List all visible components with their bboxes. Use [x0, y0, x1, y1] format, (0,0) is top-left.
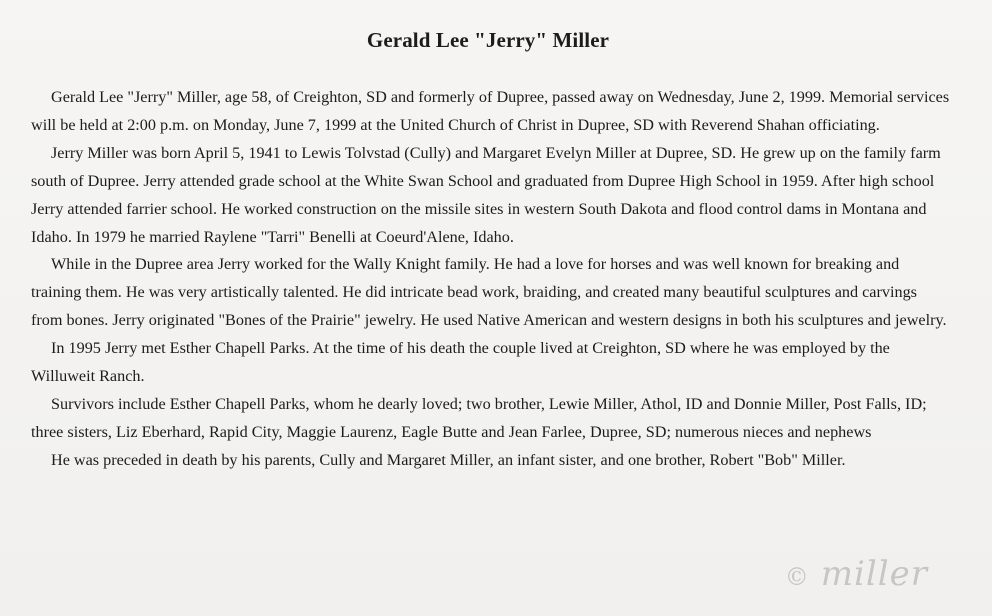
paragraph-preceded: He was preceded in death by his parents, Cully and Margaret Miller, an infant sister, and one brother, Robert "Bob" Miller.: [51, 450, 846, 469]
watermark-name: miller: [820, 554, 928, 594]
paragraph-survivors: Survivors include Esther Chapell Parks, whom he dearly loved; two brother, Lewie Miller, Athol, ID and Donnie Miller, Post Falls, ID; three sisters, Liz Eberhard, Rapid City, Maggie Laurenz, Eagle Butte and Jean Farlee, Dupree, SD; numerous nieces and nephews: [31, 394, 927, 441]
paragraph-announcement: Gerald Lee "Jerry" Miller, age 58, of Creighton, SD and formerly of Dupree, passed away on Wednesday, June 2, 1999. Memorial services will be held at 2:00 p.m. on Monday, June 7, 1999 at the United Church of Christ in Dupree, SD with Reverend Shahan officiating.: [31, 88, 950, 134]
copyright-icon: ©: [784, 563, 809, 591]
paragraph-career: While in the Dupree area Jerry worked for the Wally Knight family. He had a love for horses and was well known for breaking and training them. He was very artistically talented. He did intricate bead work, braiding, and created many beautiful sculptures and carvings from bones. Jerry originated "Bones of the Prairie" jewelry. He used Native American and western designs in both his sculptures and jewelry.: [31, 255, 947, 330]
page-title: Gerald Lee "Jerry" Miller: [366, 28, 610, 52]
paragraph-early-life: Jerry Miller was born April 5, 1941 to Lewis Tolvstad (Cully) and Margaret Evelyn Miller at Dupree, SD. He grew up on the family farm south of Dupree. Jerry attended grade school at the White Swan School and graduated from Dupree High School in 1959. After high school Jerry attended farrier school. He worked construction on the missile sites in western South Dakota and flood control dams in Montana and Idaho. In 1979 he married Raylene "Tarri" Benelli at Coeurd'Alene, Idaho.: [31, 143, 941, 246]
copyright-watermark: [785, 554, 928, 594]
obituary-body: [31, 84, 951, 475]
paragraph-later-life: In 1995 Jerry met Esther Chapell Parks. At the time of his death the couple lived at Creighton, SD where he was employed by the Willuweit Ranch.: [31, 339, 890, 386]
